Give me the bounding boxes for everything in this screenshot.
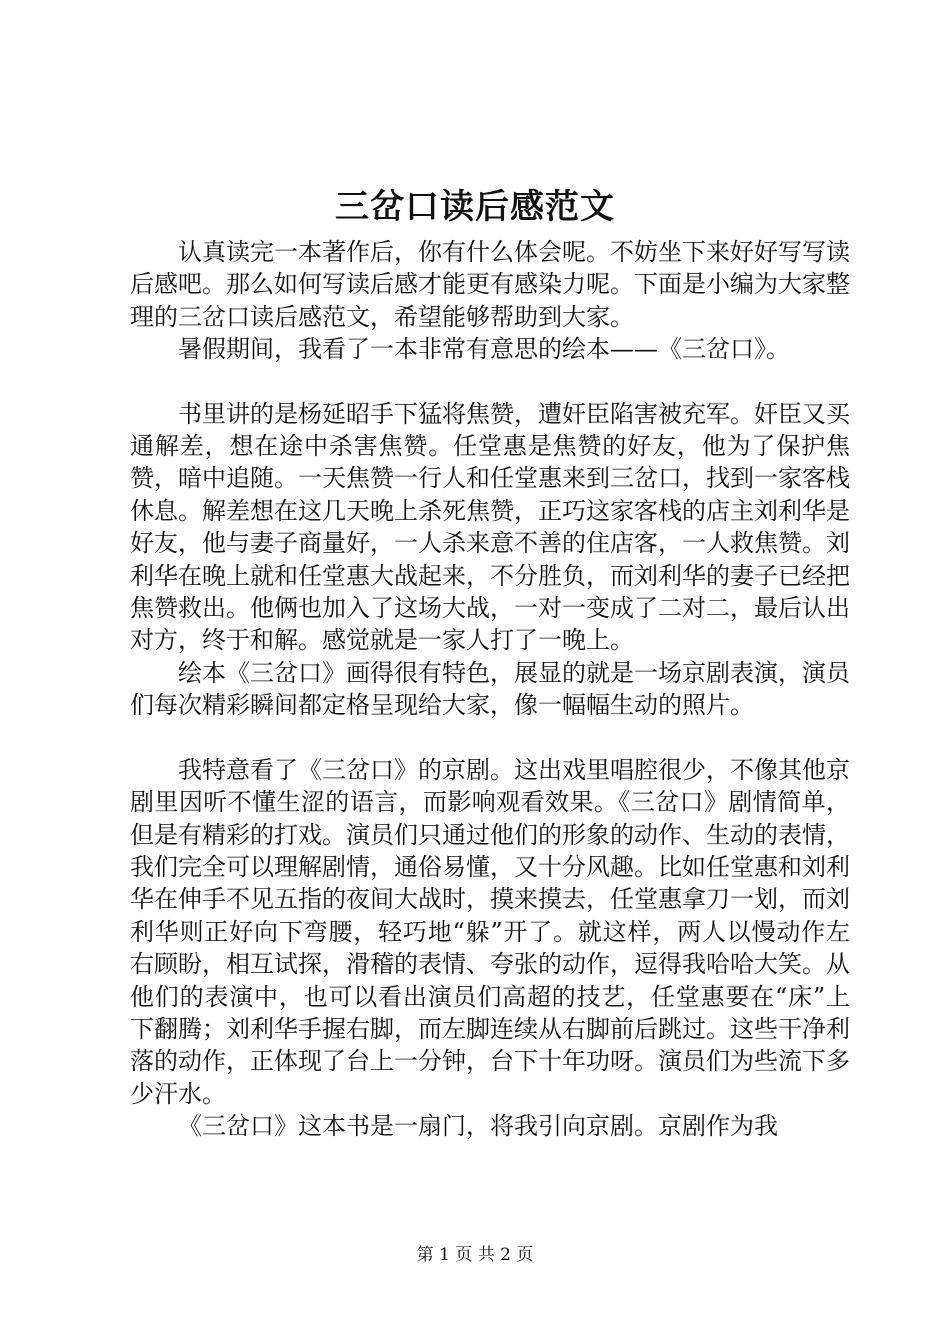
paragraph-story: 书里讲的是杨延昭手下猛将焦赞，遭奸臣陷害被充军。奸臣又买通解差，想在途中杀害焦赞。任堂惠是焦赞的好友，他为了保护焦赞，暗中追随。一天焦赞一行人和任堂惠来到三岔口，找到一家客栈休息。解差想在这几天晚上杀死焦赞，正巧这家客栈的店主刘利华是好友，他与妻子商量好，一人杀来意不善的住店客，一人救焦赞。刘利华在晚上就和任堂惠大战起来，不分胜负，而刘利华的妻子已经把焦赞救出。他俩也加入了这场大战，一对一变成了二对二，最后认出对方，终于和解。感觉就是一家人打了一晚上。: [130, 399, 850, 655]
paragraph-picture-book: 绘本《三岔口》画得很有特色，展显的就是一场京剧表演，演员们每次精彩瞬间都定格呈现给大家，像一幅幅生动的照片。: [130, 658, 850, 720]
paragraph-summer: 暑假期间，我看了一本非常有意思的绘本——《三岔口》。: [178, 335, 790, 364]
paragraph-conclusion: 《三岔口》这本书是一扇门，将我引向京剧。京剧作为我: [178, 1112, 778, 1141]
document-title: 三岔口读后感范文: [335, 187, 615, 227]
paragraph-intro: 认真读完一本著作后，你有什么体会呢。不妨坐下来好好写写读后感吧。那么如何写读后感才能更有感染力呢。下面是小编为大家整理的三岔口读后感范文，希望能够帮助到大家。: [130, 238, 850, 331]
document-body: [130, 236, 850, 1143]
page-number-footer: 第 1 页 共 2 页: [416, 1245, 534, 1265]
paragraph-opera: 我特意看了《三岔口》的京剧。这出戏里唱腔很少，不像其他京剧里因听不懂生涩的语言，而影响观看效果。《三岔口》剧情简单，但是有精彩的打戏。演员们只通过他们的形象的动作、生动的表情，我们完全可以理解剧情，通俗易懂，又十分风趣。比如任堂惠和刘利华在伸手不见五指的夜间大战时，摸来摸去，任堂惠拿刀一划，而刘利华则正好向下弯腰，轻巧地“躲”开了。就这样，两人以慢动作左右顾盼，相互试探，滑稽的表情、夸张的动作，逗得我哈哈大笑。从他们的表演中，也可以看出演员们高超的技艺，任堂惠要在“床”上下翻腾；刘利华手握右脚，而左脚连续从右脚前后跳过。这些干净利落的动作，正体现了台上一分钟，台下十年功呀。演员们为些流下多少汗水。: [130, 755, 850, 1108]
